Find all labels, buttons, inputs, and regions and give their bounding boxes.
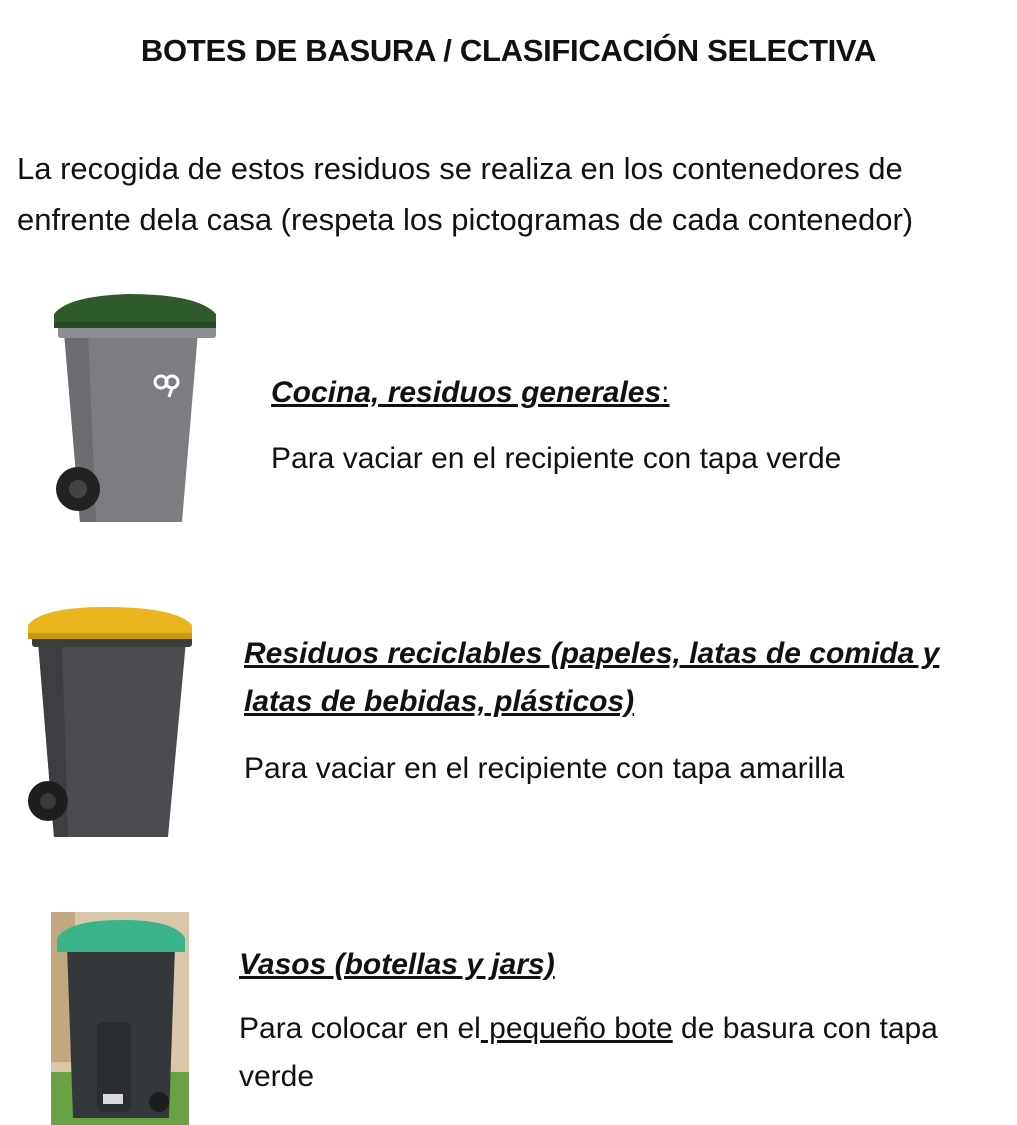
section-3-heading: Vasos (botellas y jars) [239, 948, 555, 981]
green-lid-bin-image [48, 292, 223, 537]
intro-paragraph: La recogida de estos residuos se realiza en los contenedores de enfrente dela casa (respeta los pictogramas de cada contenedor) [17, 151, 914, 237]
section-1-heading: Cocina, residuos generales: [271, 376, 670, 409]
small-teal-lid-bin-image [51, 912, 189, 1125]
section-2-heading: Residuos reciclables (papeles, latas de comida y latas de bebidas, plásticos) [244, 637, 940, 718]
page-title: BOTES DE BASURA / CLASIFICACIÓN SELECTIVA [140, 33, 877, 68]
yellow-lid-bin-image [26, 605, 198, 845]
section-1-text: Para vaciar en el recipiente con tapa verde [271, 442, 842, 475]
section-2-text: Para vaciar en el recipiente con tapa amarilla [244, 752, 845, 785]
section-3-text: Para colocar en el pequeño bote de basura con tapa verde [239, 1012, 938, 1093]
